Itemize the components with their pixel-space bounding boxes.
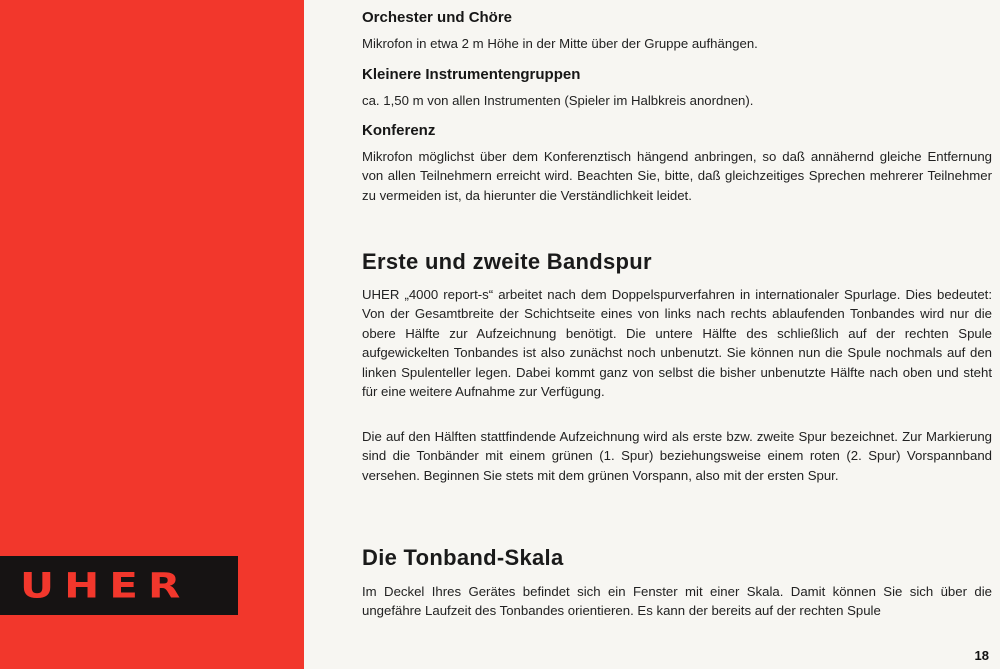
uher-logo-text: UHER xyxy=(20,565,191,606)
heading-orchester: Orchester und Chöre xyxy=(362,9,513,26)
heading-bandspur: Erste und zweite Bandspur xyxy=(362,249,652,274)
text-bandspur-2: Die auf den Hälften stattfindende Aufzeichnung wird als erste bzw. zweite Spur bezeichnet. Zur Markierung sind die Tonbänder mit einem grünen (1. Spur) beziehungsweise einem roten (2. Spur) Vorspannband versehen. Beginnen Sie stets mit dem grünen Vorspann, also mit der ersten Spur. xyxy=(362,429,992,483)
page-number: 18 xyxy=(974,648,989,663)
text-instrumente: ca. 1,50 m von allen Instrumenten (Spieler im Halbkreis anordnen). xyxy=(362,93,754,108)
text-bandspur-1: UHER „4000 report-s“ arbeitet nach dem Doppelspurverfahren in internationaler Spurlage. Dies bedeutet: Von der Gesamtbreite der Schichtseite eines von links nach rechts ablaufenden Tonbandes wird nur die obere Hälfte zur Aufzeichnung benötigt. Die untere Hälfte des schließlich auf der rechten Spule aufgewickelten Tonbandes ist also zunächst noch unbenutzt. Sie können nun die Spule nochmals auf den linken Spulenteller legen. Dabei kommt ganz von selbst die bisher unbenutzte Hälfte nach oben und steht für eine weitere Aufnahme zur Verfügung. xyxy=(362,287,992,400)
text-konferenz: Mikrofon möglichst über dem Konferenztisch hängend anbringen, so daß annähernd gleiche Entfernung von allen Teilnehmern erreicht wird. Beachten Sie, bitte, daß gleichzeitiges Sprechen mehrerer Teilnehmer zu vermeiden ist, da hierunter die Verständlichkeit leidet. xyxy=(362,149,992,203)
heading-konferenz: Konferenz xyxy=(362,122,436,139)
text-orchester: Mikrofon in etwa 2 m Höhe in der Mitte über der Gruppe aufhängen. xyxy=(362,36,758,51)
uher-logo xyxy=(0,556,238,615)
text-skala-1: Im Deckel Ihres Gerätes befindet sich ein Fenster mit einer Skala. Damit können Sie sich über die ungefähre Laufzeit des Tonbandes orientieren. Es kann der bereits auf der rechten Spule xyxy=(362,584,992,619)
heading-skala: Die Tonband-Skala xyxy=(362,545,564,570)
heading-instrumente: Kleinere Instrumentengruppen xyxy=(362,66,581,83)
